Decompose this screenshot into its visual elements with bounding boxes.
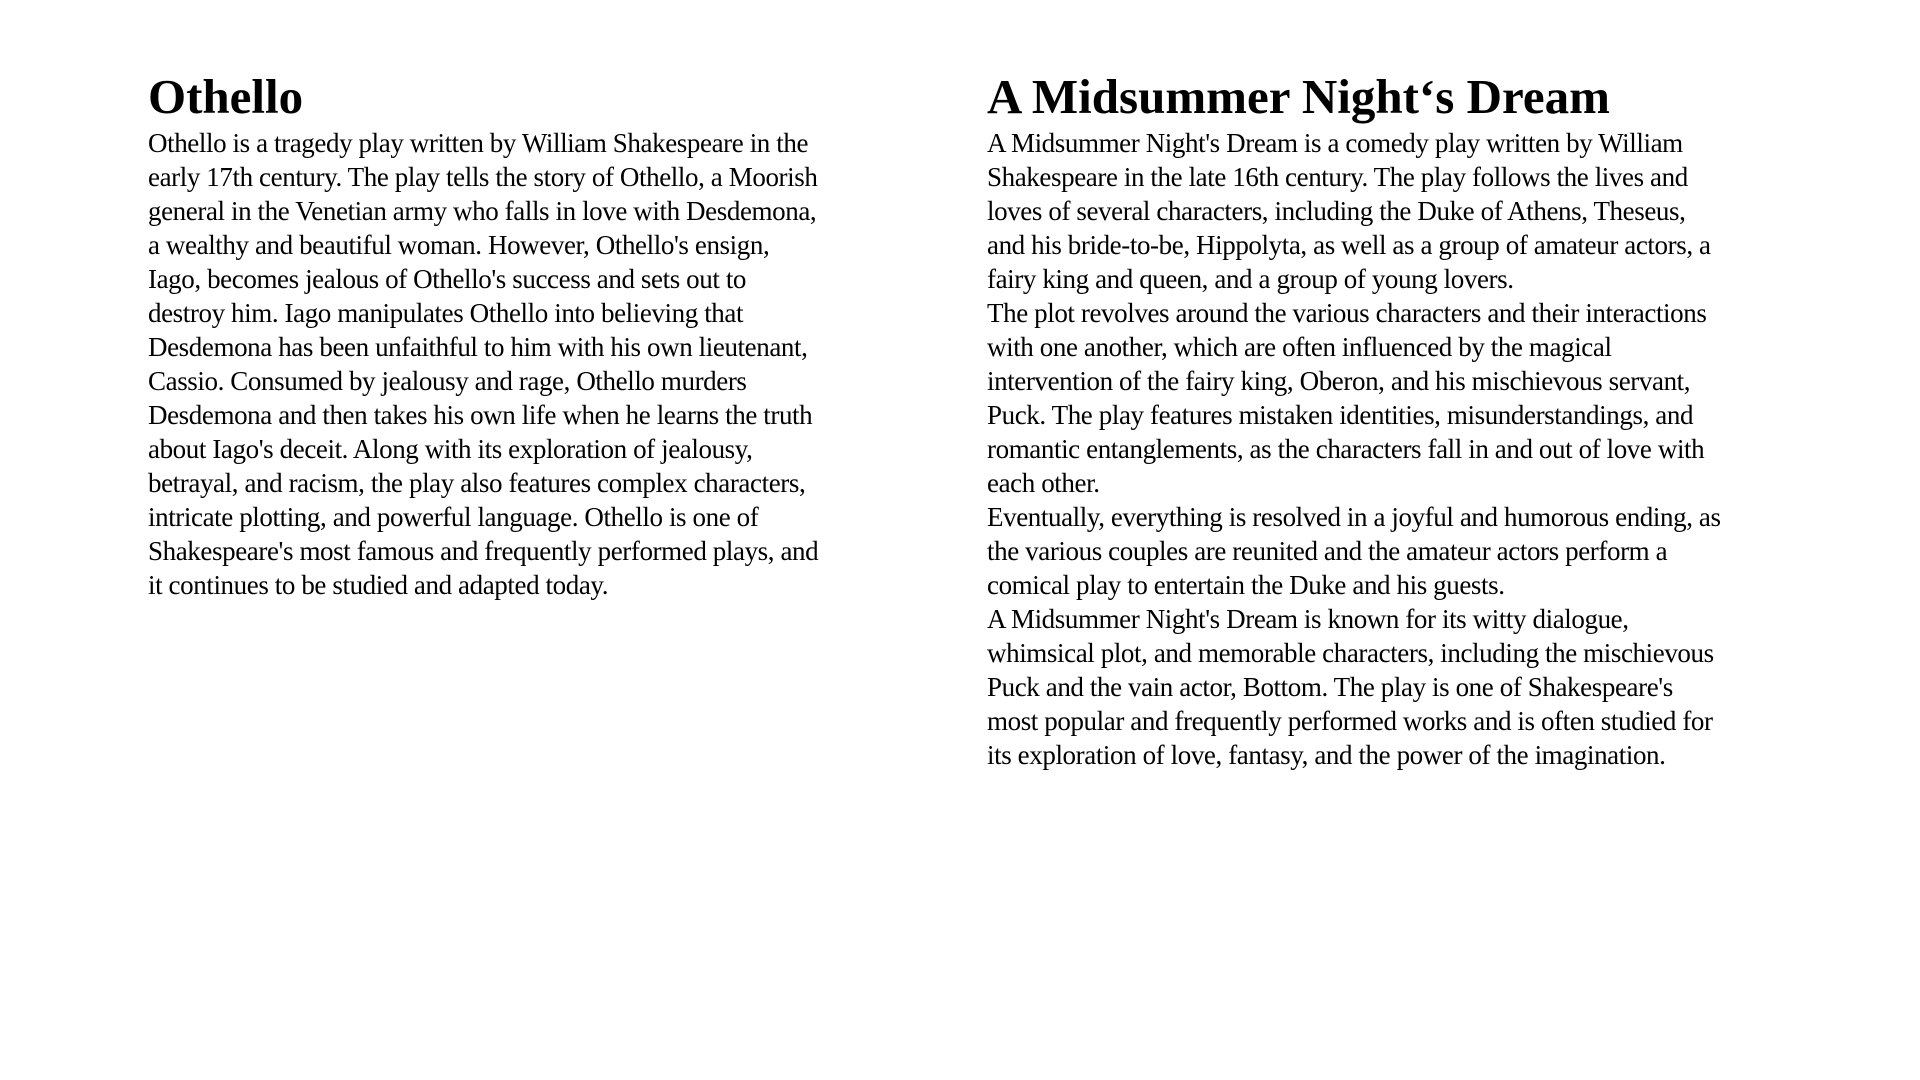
midsummer-section bbox=[987, 68, 1807, 772]
text-line: Puck and the vain actor, Bottom. The play is one of Shakespeare's bbox=[987, 672, 1673, 702]
othello-paragraph bbox=[148, 126, 888, 602]
text-line: and his bride-to-be, Hippolyta, as well as a group of amateur actors, a bbox=[987, 230, 1711, 260]
text-line: each other. bbox=[987, 468, 1100, 498]
text-line: whimsical plot, and memorable characters, including the mischievous bbox=[987, 638, 1714, 668]
othello-section bbox=[148, 68, 888, 602]
text-line: Shakespeare in the late 16th century. The play follows the lives and bbox=[987, 162, 1688, 192]
text-line: it continues to be studied and adapted today. bbox=[148, 570, 609, 600]
text-line: Othello is a tragedy play written by William Shakespeare in the bbox=[148, 128, 809, 158]
text-line: Desdemona has been unfaithful to him with his own lieutenant, bbox=[148, 332, 808, 362]
text-line: Cassio. Consumed by jealousy and rage, Othello murders bbox=[148, 366, 747, 396]
midsummer-paragraph-4 bbox=[987, 602, 1807, 772]
text-line: betrayal, and racism, the play also features complex characters, bbox=[148, 468, 806, 498]
othello-title: Othello bbox=[148, 69, 304, 124]
text-line: early 17th century. The play tells the story of Othello, a Moorish bbox=[148, 162, 818, 192]
text-line: the various couples are reunited and the amateur actors perform a bbox=[987, 536, 1668, 566]
text-line: about Iago's deceit. Along with its exploration of jealousy, bbox=[148, 434, 753, 464]
midsummer-paragraph-1 bbox=[987, 126, 1807, 296]
text-line: its exploration of love, fantasy, and the power of the imagination. bbox=[987, 740, 1666, 770]
text-line: Eventually, everything is resolved in a joyful and humorous ending, as bbox=[987, 502, 1721, 532]
text-line: loves of several characters, including the Duke of Athens, Theseus, bbox=[987, 196, 1686, 226]
midsummer-title: A Midsummer Night‘s Dream bbox=[987, 69, 1610, 124]
text-line: comical play to entertain the Duke and his guests. bbox=[987, 570, 1505, 600]
text-line: destroy him. Iago manipulates Othello into believing that bbox=[148, 298, 744, 328]
text-line: intricate plotting, and powerful language. Othello is one of bbox=[148, 502, 759, 532]
text-line: A Midsummer Night's Dream is a comedy play written by William bbox=[987, 128, 1683, 158]
text-line: fairy king and queen, and a group of young lovers. bbox=[987, 264, 1514, 294]
text-line: romantic entanglements, as the characters fall in and out of love with bbox=[987, 434, 1705, 464]
text-line: Iago, becomes jealous of Othello's success and sets out to bbox=[148, 264, 747, 294]
midsummer-paragraph-2 bbox=[987, 296, 1807, 500]
text-line: with one another, which are often influenced by the magical bbox=[987, 332, 1612, 362]
text-line: general in the Venetian army who falls in love with Desdemona, bbox=[148, 196, 817, 226]
text-line: Desdemona and then takes his own life when he learns the truth bbox=[148, 400, 813, 430]
text-line: The plot revolves around the various characters and their interactions bbox=[987, 298, 1707, 328]
text-line: Puck. The play features mistaken identities, misunderstandings, and bbox=[987, 400, 1694, 430]
midsummer-paragraph-3 bbox=[987, 500, 1807, 602]
text-line: Shakespeare's most famous and frequently performed plays, and bbox=[148, 536, 819, 566]
text-line: intervention of the fairy king, Oberon, and his mischievous servant, bbox=[987, 366, 1691, 396]
text-line: most popular and frequently performed works and is often studied for bbox=[987, 706, 1713, 736]
text-line: a wealthy and beautiful woman. However, Othello's ensign, bbox=[148, 230, 770, 260]
text-line: A Midsummer Night's Dream is known for its witty dialogue, bbox=[987, 604, 1629, 634]
